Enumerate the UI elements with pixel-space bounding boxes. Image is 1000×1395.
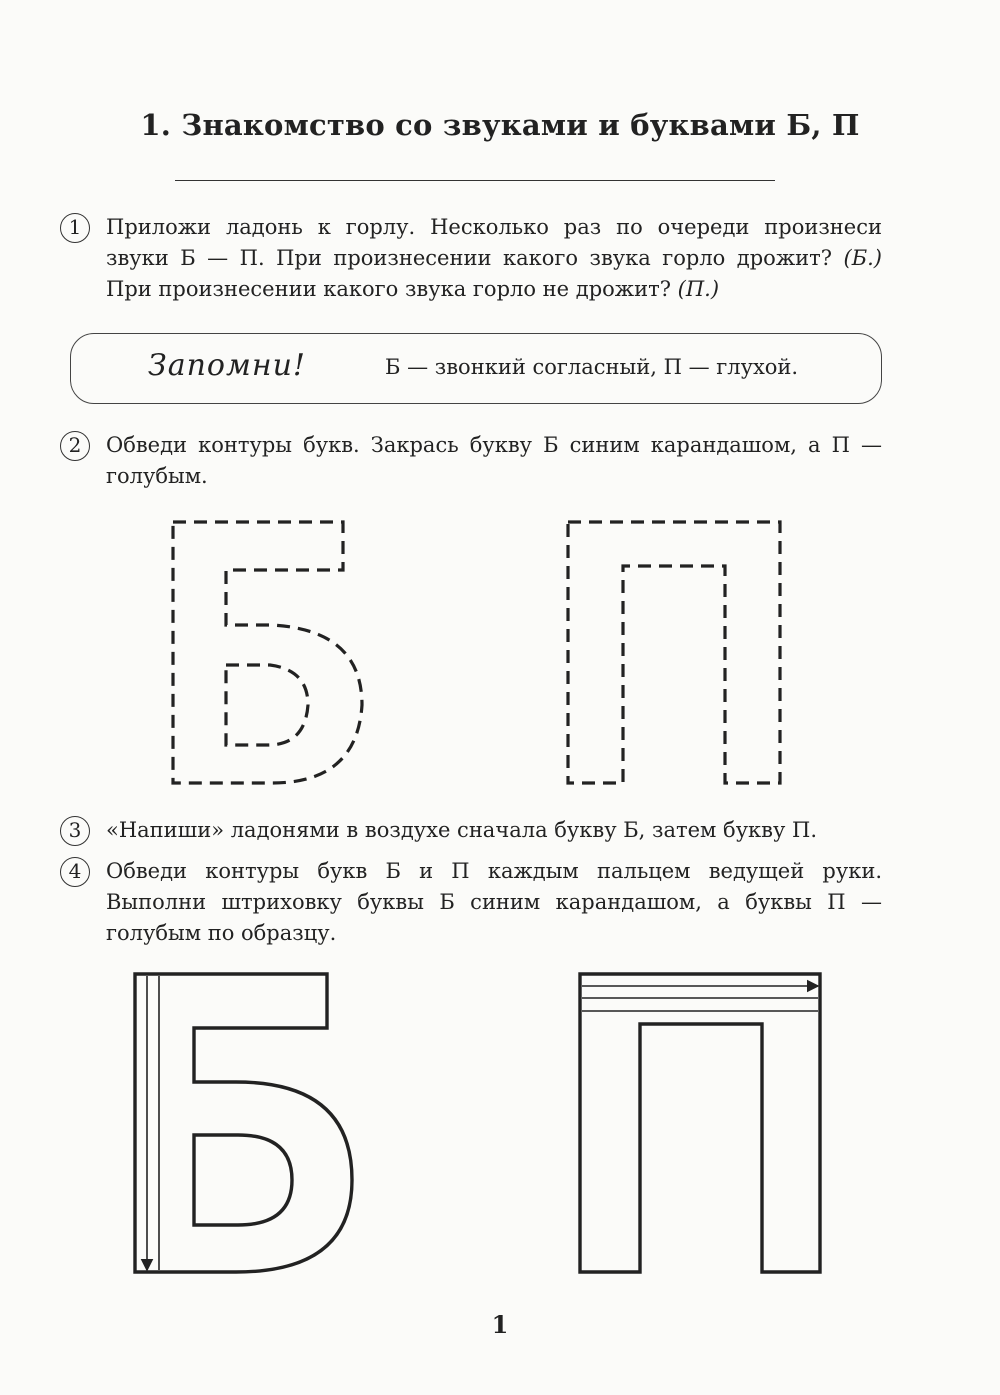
task-1-question-1: Приложи ладонь к горлу. Несколько раз по очереди произнеси звуки Б — П. При произнесении какого звука горло дрожит? — [106, 215, 882, 270]
hatching-sample-p — [582, 986, 818, 1011]
task-text: «Напиши» ладонями в воздухе сначала букву Б, затем букву П. — [106, 818, 818, 842]
task-number: 1 — [60, 213, 90, 243]
solid-letter-b — [135, 974, 352, 1272]
task-number: 4 — [60, 857, 90, 887]
remember-label: Запомни! — [148, 348, 306, 383]
task-1-answer-1: (Б.) — [843, 246, 882, 270]
task-1-answer-2: (П.) — [677, 277, 720, 301]
dashed-letter-b — [173, 522, 362, 783]
hatching-sample-b — [147, 976, 159, 1270]
task-number: 3 — [60, 816, 90, 846]
page-number: 1 — [491, 1310, 509, 1339]
task-1-question-2: При произнесении какого звука горло не дрожит? — [106, 277, 678, 301]
task-text: Обведи контуры букв. Закрась букву Б синим карандашом, а П — голубым. — [106, 433, 882, 488]
task-text: Обведи контуры букв Б и П каждым пальцем ведущей руки. Выполни штриховку буквы Б синим карандашом, а буквы П — голубым по образцу. — [106, 859, 882, 945]
page-title: 1. Знакомство со звуками и буквами Б, П — [140, 108, 860, 142]
remember-text: Б — звонкий согласный, П — глухой. — [385, 355, 799, 379]
task-number: 2 — [60, 431, 90, 461]
solid-letter-p — [580, 974, 820, 1272]
dashed-letter-p — [568, 522, 780, 783]
